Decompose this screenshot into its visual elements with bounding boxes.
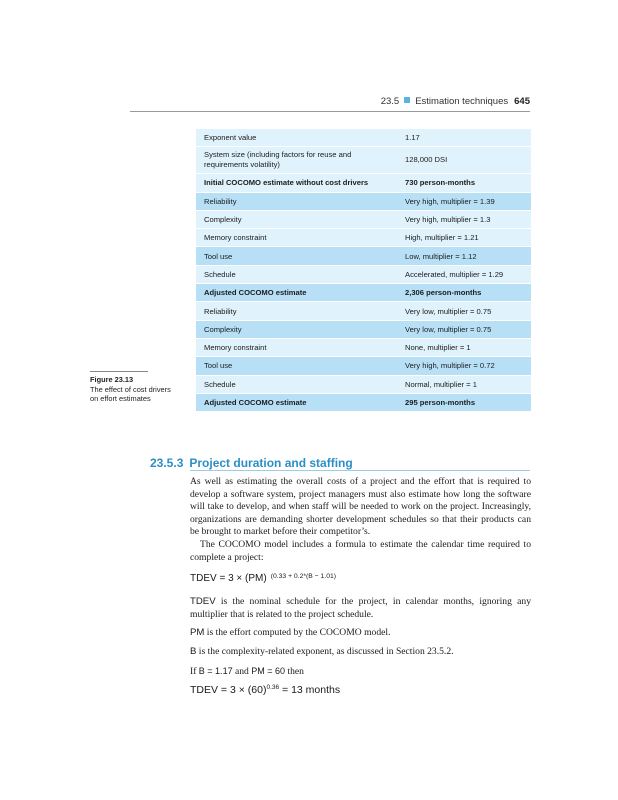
table-cell-factor: Adjusted COCOMO estimate <box>196 284 397 302</box>
section-title: Project duration and staffing <box>189 456 353 470</box>
table-row <box>196 174 531 192</box>
section-number: 23.5.3 <box>150 456 184 470</box>
table-row <box>196 229 531 247</box>
table-cell-factor: Schedule <box>196 265 397 283</box>
example-if: If <box>190 666 199 677</box>
table-row <box>196 129 531 147</box>
definition-tdev <box>190 596 531 621</box>
table-cell-factor: Schedule <box>196 375 397 393</box>
definition-pm-term: PM <box>190 627 205 638</box>
table-cell-factor: System size (including factors for reuse and requirements volatility) <box>196 147 397 174</box>
square-bullet-icon <box>404 97 410 103</box>
tdev-result-rhs: = 13 months <box>279 684 341 696</box>
table-cell-value: High, multiplier = 1.21 <box>397 229 531 247</box>
definition-b <box>190 646 531 659</box>
table-cell-factor: Exponent value <box>196 129 397 147</box>
tdev-formula-exponent: (0.33 + 0.2*(B − 1.01) <box>270 573 337 580</box>
example-pm-value: PM = 60 <box>251 666 286 676</box>
table-row <box>196 338 531 356</box>
table-row <box>196 284 531 302</box>
table-row <box>196 147 531 174</box>
table-cell-factor: Complexity <box>196 320 397 338</box>
example-and: and <box>232 666 252 677</box>
table-row <box>196 320 531 338</box>
definition-tdev-text: is the nominal schedule for the project, in calendar months, ignoring any multiplier that is related to the project schedule. <box>190 596 531 620</box>
figure-number: Figure 23.13 <box>90 375 134 384</box>
table-cell-factor: Memory constraint <box>196 229 397 247</box>
running-head <box>130 96 530 110</box>
figure-caption-text: The effect of cost drivers on effort estimates <box>90 384 171 403</box>
table-cell-value: 295 person-months <box>397 393 531 411</box>
table-cell-factor: Initial COCOMO estimate without cost drivers <box>196 174 397 192</box>
table-row <box>196 393 531 411</box>
definition-pm-text: is the effort computed by the COCOMO model. <box>204 627 391 638</box>
table-cell-value: 1.17 <box>397 129 531 147</box>
figure-caption <box>90 375 180 404</box>
paragraph-2 <box>190 539 531 564</box>
paragraph-1-text: As well as estimating the overall costs of a project and the effort that is required to develop a software system, project managers must also estimate how long the software will take to develop, and when staff will be needed to work on the project. Increasingly, organizations are demanding shorter development schedules so that their products can be brought to market before their competitor’s. <box>190 476 531 538</box>
table-cell-value: Very high, multiplier = 1.3 <box>397 210 531 228</box>
table-cell-value: Low, multiplier = 1.12 <box>397 247 531 265</box>
tdev-formula-lhs: TDEV = 3 × (PM) <box>190 573 267 584</box>
table-cell-value: 2,306 person-months <box>397 284 531 302</box>
table-cell-factor: Tool use <box>196 247 397 265</box>
table-row <box>196 375 531 393</box>
table-cell-value: Normal, multiplier = 1 <box>397 375 531 393</box>
table-cell-value: Accelerated, multiplier = 1.29 <box>397 265 531 283</box>
table-cell-factor: Adjusted COCOMO estimate <box>196 393 397 411</box>
table-cell-value: Very high, multiplier = 0.72 <box>397 357 531 375</box>
table-row <box>196 210 531 228</box>
table-cell-factor: Reliability <box>196 302 397 320</box>
cocomo-estimate-table <box>196 129 531 412</box>
table-row <box>196 247 531 265</box>
running-head-title: Estimation techniques <box>415 96 509 107</box>
table-cell-value: 128,000 DSI <box>397 147 531 174</box>
example-b-value: B = 1.17 <box>198 666 233 676</box>
tdev-result-formula <box>190 684 340 696</box>
definition-tdev-term: TDEV <box>190 596 216 607</box>
paragraph-1 <box>190 476 531 539</box>
table-row <box>196 192 531 210</box>
running-head-section: 23.5 <box>380 96 400 107</box>
table-row <box>196 302 531 320</box>
table-cell-factor: Tool use <box>196 357 397 375</box>
table-cell-value: Very low, multiplier = 0.75 <box>397 302 531 320</box>
table-cell-value: None, multiplier = 1 <box>397 338 531 356</box>
table-row <box>196 357 531 375</box>
tdev-result-lhs: TDEV = 3 × (60) <box>190 684 267 696</box>
header-rule <box>130 111 530 112</box>
table-row <box>196 265 531 283</box>
paragraph-2-text: The COCOMO model includes a formula to estimate the calendar time required to complete a project: <box>190 539 531 563</box>
table-cell-factor: Reliability <box>196 192 397 210</box>
table-cell-value: Very high, multiplier = 1.39 <box>397 192 531 210</box>
table-cell-value: 730 person-months <box>397 174 531 192</box>
section-rule <box>190 470 530 471</box>
figure-caption-rule <box>90 371 148 372</box>
example-then: then <box>285 666 304 677</box>
definition-b-term: B <box>190 646 197 657</box>
tdev-result-exponent: 0.36 <box>266 684 280 691</box>
definition-b-text: is the complexity-related exponent, as discussed in Section 23.5.2. <box>196 646 454 657</box>
table-cell-factor: Memory constraint <box>196 338 397 356</box>
table-cell-factor: Complexity <box>196 210 397 228</box>
table-cell-value: Very low, multiplier = 0.75 <box>397 320 531 338</box>
section-heading <box>150 456 353 470</box>
example-condition <box>190 665 531 679</box>
definition-pm <box>190 627 531 640</box>
tdev-formula <box>190 573 336 584</box>
page-number: 645 <box>514 96 530 107</box>
